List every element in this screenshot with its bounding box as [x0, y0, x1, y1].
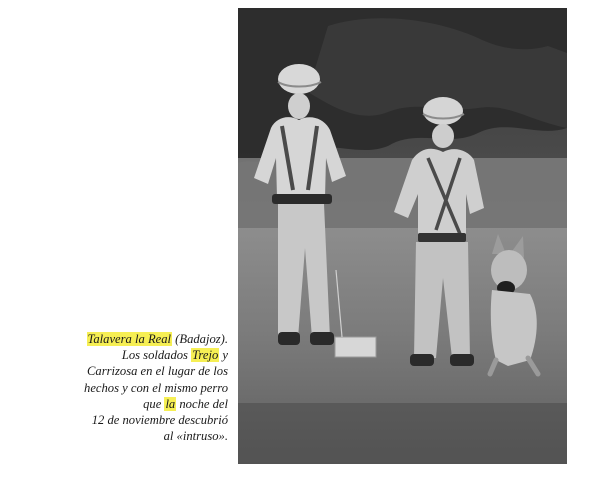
- dog-body: [491, 290, 537, 366]
- caption-line: [18, 331, 228, 347]
- caption-line: [18, 363, 228, 379]
- highlighted-text: la: [165, 396, 176, 411]
- photo-illustration: [238, 8, 567, 464]
- right-boot-2: [450, 354, 474, 366]
- caption-text: al «intruso».: [163, 429, 228, 444]
- left-helmet: [278, 64, 320, 94]
- right-belt: [418, 233, 466, 242]
- left-face: [288, 93, 310, 119]
- caption-text: (Badajoz).: [172, 332, 228, 346]
- bottom-shadow: [238, 403, 567, 464]
- highlighted-text: Talavera la Real: [87, 332, 172, 346]
- black-and-white-photo: [238, 8, 567, 464]
- caption-text: 12 de noviembre descubrió: [91, 413, 228, 428]
- left-boot-2: [310, 332, 334, 345]
- highlighted-text: Trejo: [192, 348, 219, 363]
- ground-box: [335, 337, 376, 357]
- caption-text: hechos y con el mismo perro: [84, 380, 228, 395]
- caption-text: Los soldados: [121, 348, 192, 363]
- photo-caption: [18, 331, 228, 444]
- right-face: [432, 124, 454, 148]
- right-helmet: [423, 97, 463, 125]
- caption-line: [18, 396, 228, 412]
- caption-line: [18, 347, 228, 363]
- caption-text: y: [219, 348, 228, 363]
- caption-text: que: [143, 396, 165, 411]
- caption-text: noche del: [176, 396, 228, 411]
- caption-line: [18, 412, 228, 428]
- caption-line: [18, 380, 228, 396]
- right-boot-1: [410, 354, 434, 366]
- caption-text: Carrizosa en el lugar de los: [87, 364, 228, 379]
- left-boot-1: [278, 332, 300, 345]
- left-rifle: [272, 194, 332, 204]
- caption-line: [18, 428, 228, 444]
